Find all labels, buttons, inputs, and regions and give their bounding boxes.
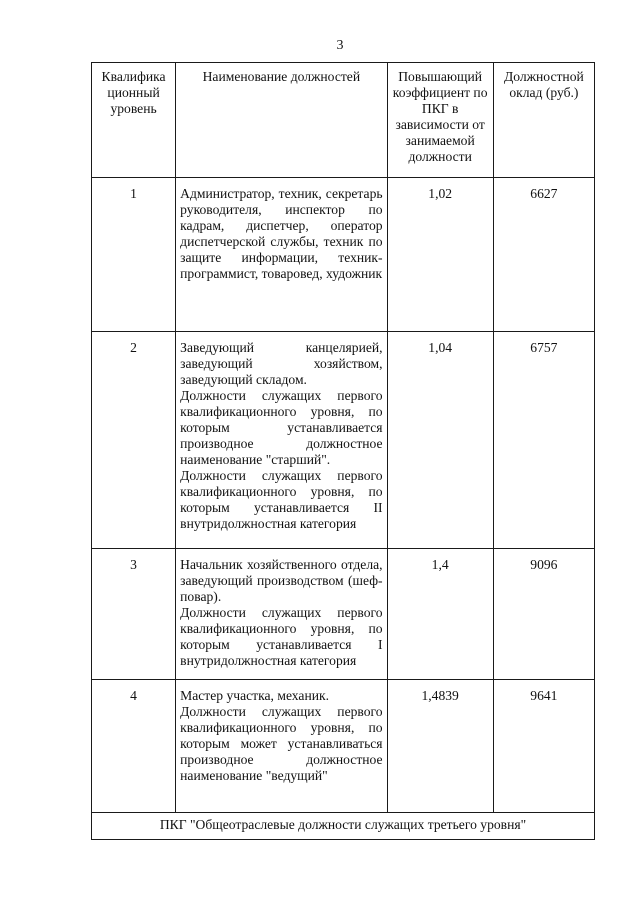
- table-header-row: [92, 63, 595, 178]
- table-row: [92, 332, 595, 549]
- salary-cell: 6627: [493, 178, 594, 332]
- positions-cell: [176, 178, 387, 332]
- position-text: Начальник хозяйственного отдела, заведующий производством (шеф-повар).: [180, 557, 383, 604]
- positions-cell: [176, 549, 387, 680]
- coefficient-cell: 1,04: [387, 332, 493, 549]
- group-heading-cell: [92, 813, 595, 840]
- positions-cell: [176, 680, 387, 813]
- coefficient-cell: 1,4: [387, 549, 493, 680]
- header-coefficient: Повышающий коэффициент по ПКГ в зависимости от занимаемой должности: [387, 63, 493, 178]
- position-text: Администратор, техник, секретарь руководителя, инспектор по кадрам, диспетчер, оператор диспетчерской службы, техник по защите информации, техник-программист, товаровед, художник: [180, 186, 383, 281]
- position-text: Мастер участка, механик.: [180, 688, 330, 703]
- salary-cell: 9641: [493, 680, 594, 813]
- header-level: Квалифика ционный уровень: [92, 63, 176, 178]
- header-positions: Наименование должностей: [176, 63, 387, 178]
- salary-cell: 9096: [493, 549, 594, 680]
- table-row: [92, 178, 595, 332]
- position-text: Должности служащих первого квалификационного уровня, по которым может устанавливаться производное должностное наименование "ведущий": [180, 704, 383, 783]
- position-text: Заведующий канцелярией, заведующий хозяйством, заведующий складом.: [180, 340, 383, 387]
- level-cell: 2: [92, 332, 176, 549]
- positions-cell: [176, 332, 387, 549]
- level-cell: 3: [92, 549, 176, 680]
- table-footer-row: [92, 813, 595, 840]
- page-number: 3: [336, 38, 344, 53]
- coefficient-cell: 1,02: [387, 178, 493, 332]
- group-heading: ПКГ "Общеотраслевые должности служащих третьего уровня": [159, 817, 527, 832]
- position-text: Должности служащих первого квалификационного уровня, по которым устанавливается производное должностное наименование "старший".: [180, 388, 383, 467]
- salary-cell: 6757: [493, 332, 594, 549]
- header-salary: Должностной оклад (руб.): [493, 63, 594, 178]
- level-cell: 1: [92, 178, 176, 332]
- position-text: Должности служащих первого квалификационного уровня, по которым устанавливается I внутридолжностная категория: [180, 605, 383, 668]
- salary-table: [91, 62, 595, 840]
- level-cell: 4: [92, 680, 176, 813]
- position-text: Должности служащих первого квалификационного уровня, по которым устанавливается II внутридолжностная категория: [180, 468, 383, 531]
- table-row: [92, 680, 595, 813]
- coefficient-cell: 1,4839: [387, 680, 493, 813]
- table-row: [92, 549, 595, 680]
